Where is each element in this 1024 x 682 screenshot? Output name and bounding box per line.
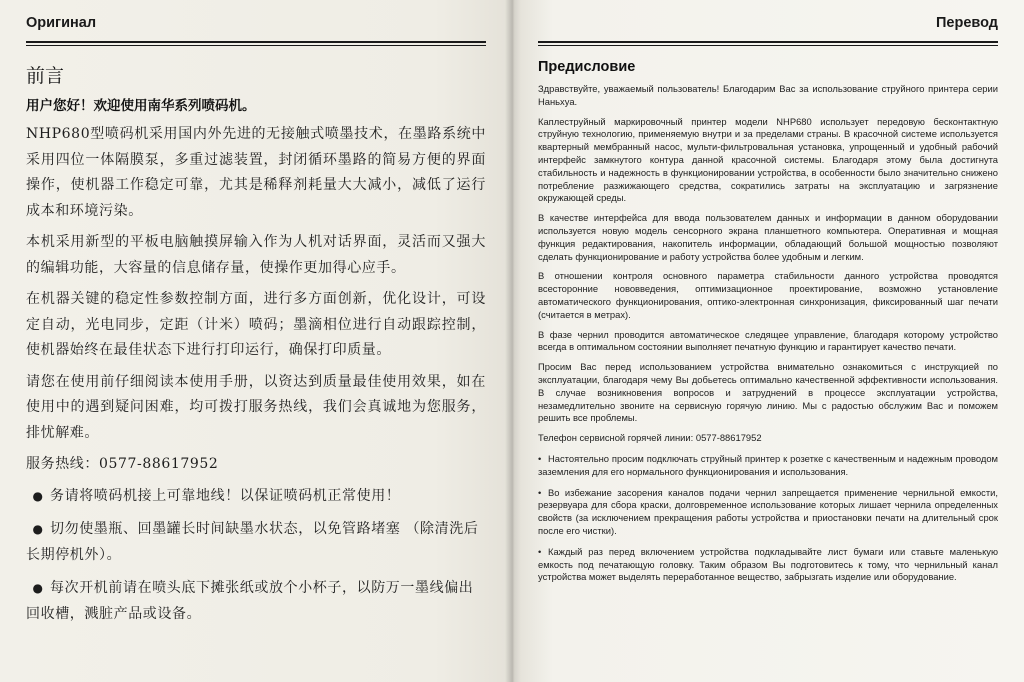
translation-bullet-list <box>538 453 998 584</box>
bullet-icon: ● <box>32 488 44 503</box>
list-item: ● 务请将喷码机接上可靠地线！以保证喷码机正常使用！ <box>26 484 486 510</box>
header-rule <box>538 41 998 46</box>
original-label: Оригинал <box>26 15 97 31</box>
list-item: ● 切勿使墨瓶、回墨罐长时间缺墨水状态，以免管路堵塞 （除清洗后长期停机外）。 <box>26 517 486 568</box>
original-bullet-list <box>26 484 486 628</box>
translation-title: Предисловие <box>538 59 636 75</box>
translation-paragraph: В качестве интерфейса для ввода пользователем данных и информации в данном оборудовании используется новую модель сенсорного экрана планшетного компьютера. Оперативная и мощная функция редактирования, накопитель информации, обладающий большой мощностью позволяют сделать функционирование и работу устройства более удобным и легким. <box>538 212 998 262</box>
translation-paragraph: В фазе чернил проводится автоматическое следящее управление, благодаря которому устройство всегда в оптимальном состоянии выполняет печатную функцию и гарантирует качество печати. <box>538 328 998 353</box>
translation-paragraph: Каплеструйный маркировочный принтер модели NHP680 использует передовую бесконтактную струйную технологию, применяемую внутри и за пределами страны. В красочной системе используется квартерный мембранный насос, мульти-фильтровальная установка, упрощенный и удобный рабочий интерфейс замкнутого контура данной красочной системы. Благодаря этому была достигнута стабильность и надежность в функционировании устройства, в особенности было значительно снижено потребление разжижающего средства, сократились затраты на эксплуатацию и загрязнение окружающей среды. <box>538 115 998 204</box>
bullet-icon: • <box>538 452 542 464</box>
translation-page <box>512 0 1024 682</box>
header-rule <box>26 41 486 46</box>
original-paragraph: 本机采用新型的平板电脑触摸屏输入作为人机对话界面，灵活而又强大的编辑功能，大容量的信息储存量，使操作更加得心应手。 <box>26 234 486 276</box>
bullet-icon: ● <box>32 581 44 595</box>
list-item: • Каждый раз перед включением устройства подкладывайте лист бумаги или ставьте маленькую емкость под печатающую головку. Таким образом Вы подготовитесь к тому, что чернильный канал устройства может выделять переработанное вещество, забрызгать изделие или оборудование. <box>538 545 998 583</box>
original-greeting: 用户您好！欢迎使用南华系列喷码机。 <box>26 98 256 114</box>
bullet-icon: • <box>538 486 542 498</box>
translation-paragraph: Здравствуйте, уважаемый пользователь! Благодарим Вас за использование струйного принтера серии Наньхуа. <box>538 83 998 107</box>
translation-label: Перевод <box>935 15 998 31</box>
translation-hotline: Телефон сервисной горячей линии: 0577-88617952 <box>538 432 762 444</box>
list-item: • Настоятельно просим подключать струйный принтер к розетке с качественным и надежным проводом заземления для его нормального функционирования и использования. <box>538 452 998 477</box>
translation-paragraph: В отношении контроля основного параметра стабильности данного устройства проводятся всесторонние нововведения, оптимизационное проектирование, возможно установление автоматического функционирования, оптико-электронная синхронизация, фиксированный шаг печати (считается в метрах). <box>538 270 998 320</box>
original-hotline: 服务热线：0577-88617952 <box>26 456 219 472</box>
original-paragraph: 请您在使用前仔细阅读本使用手册，以资达到质量最佳使用效果，如在使用中的遇到疑问困难，均可拨打服务热线，我们会真诚地为您服务，排忧解难。 <box>26 373 486 441</box>
bullet-icon: ● <box>32 522 44 536</box>
list-item: • Во избежание засорения каналов подачи чернил запрещается применение чернильной емкости, резервуара для сбора краски, долговременное использование которых лишает чернила определенных свойств (за исключением прекращения работы устройства и приостановки печати на длительный срок после его чистки). <box>538 486 998 536</box>
original-title: 前言 <box>26 65 65 87</box>
translation-paragraph: Просим Вас перед использованием устройства внимательно ознакомиться с инструкцией по эксплуатации, благодаря чему Вы добьетесь оптимально качественной эффективности использования. В случае возникновения вопросов и затруднений в процессе эксплуатации устройства, незамедлительно звоните на сервисную горячую линию. Мы с радостью обслужим Вас и поможем решить все проблемы. <box>538 361 998 424</box>
original-paragraph: NHP680型喷码机采用国内外先进的无接触式喷墨技术，在墨路系统中采用四位一体隔膜泵，多重过滤装置，封闭循环墨路的简易方便的界面操作，使机器工作稳定可靠，尤其是稀释剂耗量大大减小，减低了运行成本和环境污染。 <box>26 126 486 219</box>
original-paragraph: 在机器关键的稳定性参数控制方面，进行多方面创新，优化设计，可设定自动，光电同步，定距（计米）喷码；墨滴相位进行自动跟踪控制，使机器始终在最佳状态下进行打印运行，确保打印质量。 <box>26 291 486 358</box>
bullet-icon: • <box>538 545 542 557</box>
list-item: ● 每次开机前请在喷头底下摊张纸或放个小杯子，以防万一墨线偏出回收槽，溅脏产品或设备。 <box>26 576 486 627</box>
